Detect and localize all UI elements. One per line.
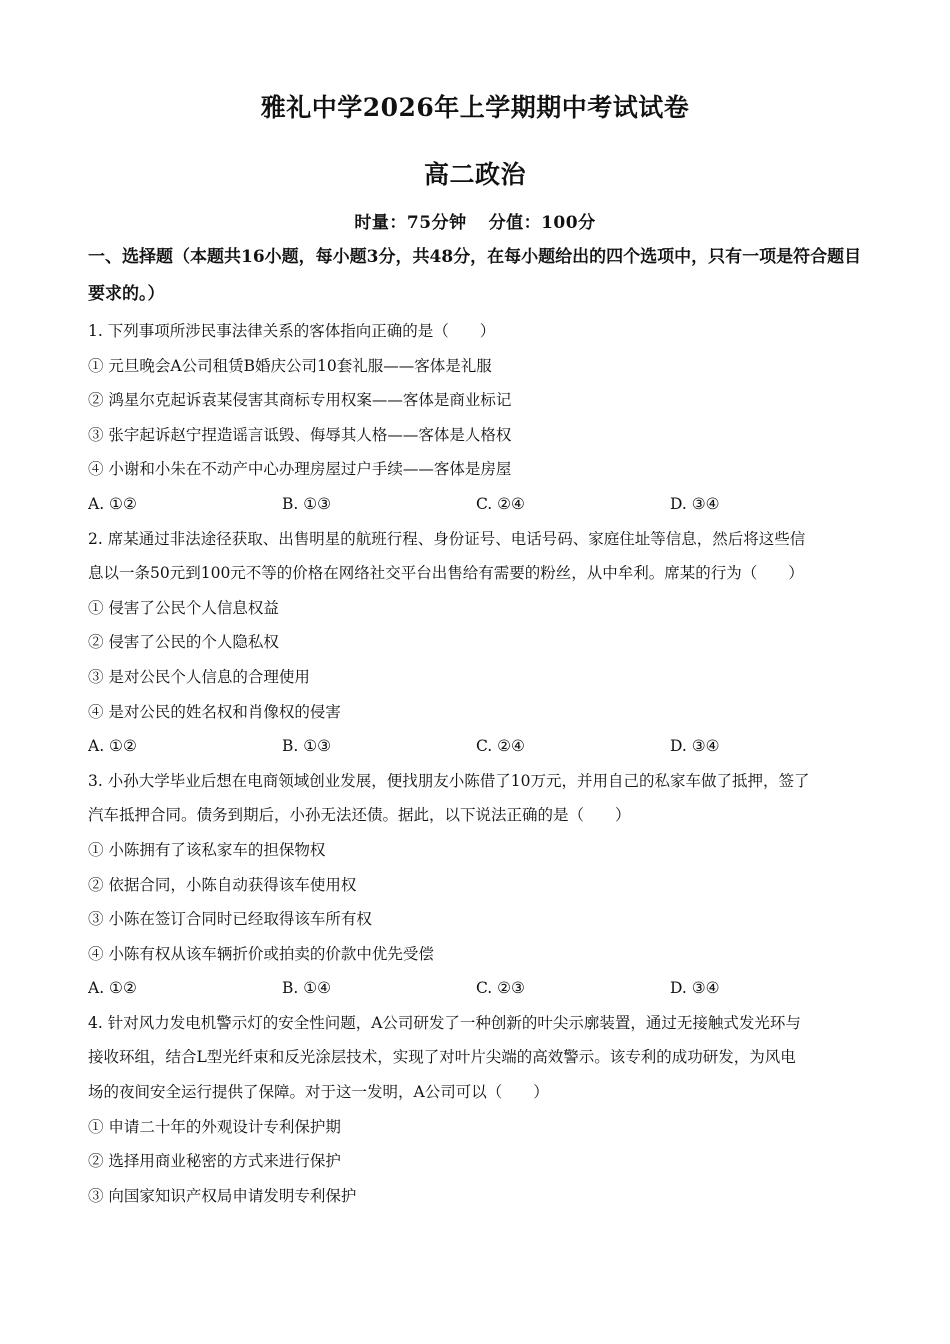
question-item: ② 鸿星尔克起诉袁某侵害其商标专用权案——客体是商业标记	[88, 391, 512, 410]
question-stem: 1. 下列事项所涉民事法律关系的客体指向正确的是（ ）	[88, 322, 496, 340]
answer-options	[88, 971, 868, 1006]
option-d: D. ③④	[670, 737, 720, 756]
section-heading: 一、选择题（本题共16小题，每小题3分，共48分，在每小题给出的四个选项中，只有一项是符合题目要求的。）	[88, 247, 862, 304]
question-item: ① 侵害了公民个人信息权益	[88, 598, 279, 617]
option-c: C. ②③	[476, 979, 525, 998]
option-d: D. ③④	[670, 979, 720, 998]
option-d: D. ③④	[670, 494, 720, 513]
option-c: C. ②④	[476, 494, 525, 513]
exam-time: 时量：75分钟	[354, 213, 467, 233]
question-item: ① 申请二十年的外观设计专利保护期	[88, 1117, 341, 1136]
question-item: ① 小陈拥有了该私家车的担保物权	[88, 840, 326, 859]
option-a: A. ①②	[88, 494, 137, 513]
question-item: ② 依据合同，小陈自动获得该车使用权	[88, 875, 357, 894]
question-stem: 接收环组，结合L型光纤束和反光涂层技术，实现了对叶片尖端的高效警示。该专利的成功研发，为风电	[88, 1048, 796, 1067]
exam-title: 雅礼中学2026年上学期期中考试试卷	[260, 93, 690, 122]
question-list	[88, 314, 868, 1213]
exam-score: 分值：100分	[488, 213, 596, 233]
question-item: ② 侵害了公民的个人隐私权	[88, 633, 279, 652]
question-stem: 场的夜间安全运行提供了保障。对于这一发明，A公司可以（ ）	[88, 1083, 549, 1102]
question-item: ③ 张宇起诉赵宁捏造谣言诋毁、侮辱其人格——客体是人格权	[88, 425, 512, 444]
exam-info	[0, 208, 950, 233]
question-item: ④ 小陈有权从该车辆折价或拍卖的价款中优先受偿	[88, 944, 434, 963]
question-stem: 汽车抵押合同。债务到期后，小孙无法还债。据此，以下说法正确的是（ ）	[88, 806, 631, 825]
option-b: B. ①③	[282, 737, 332, 756]
question-item: ③ 小陈在签订合同时已经取得该车所有权	[88, 910, 372, 929]
answer-options	[88, 487, 868, 522]
question-item: ③ 向国家知识产权局申请发明专利保护	[88, 1186, 357, 1205]
option-c: C. ②④	[476, 737, 525, 756]
option-a: A. ①②	[88, 979, 137, 998]
question-item: ② 选择用商业秘密的方式来进行保护	[88, 1152, 341, 1171]
question-item: ④ 是对公民的姓名权和肖像权的侵害	[88, 702, 341, 721]
option-b: B. ①③	[282, 494, 332, 513]
answer-options	[88, 729, 868, 764]
question-item: ④ 小谢和小朱在不动产中心办理房屋过户手续——客体是房屋	[88, 460, 512, 479]
question-stem: 息以一条50元到100元不等的价格在网络社交平台出售给有需要的粉丝，从中牟利。席某的行为（ ）	[88, 564, 804, 583]
question-item: ① 元旦晚会A公司租赁B婚庆公司10套礼服——客体是礼服	[88, 356, 492, 375]
question-stem: 3. 小孙大学毕业后想在电商领域创业发展，便找朋友小陈借了10万元，并用自己的私家车做了抵押，签了	[88, 771, 810, 790]
question-stem: 4. 针对风力发电机警示灯的安全性问题，A公司研发了一种创新的叶尖示廓装置，通过无接触式发光环与	[88, 1013, 801, 1032]
option-a: A. ①②	[88, 737, 137, 756]
question-item: ③ 是对公民个人信息的合理使用	[88, 667, 310, 686]
option-b: B. ①④	[282, 979, 332, 998]
question-stem: 2. 席某通过非法途径获取、出售明星的航班行程、身份证号、电话号码、家庭住址等信息，然后将这些信	[88, 529, 806, 548]
exam-subject: 高二政治	[423, 160, 526, 189]
